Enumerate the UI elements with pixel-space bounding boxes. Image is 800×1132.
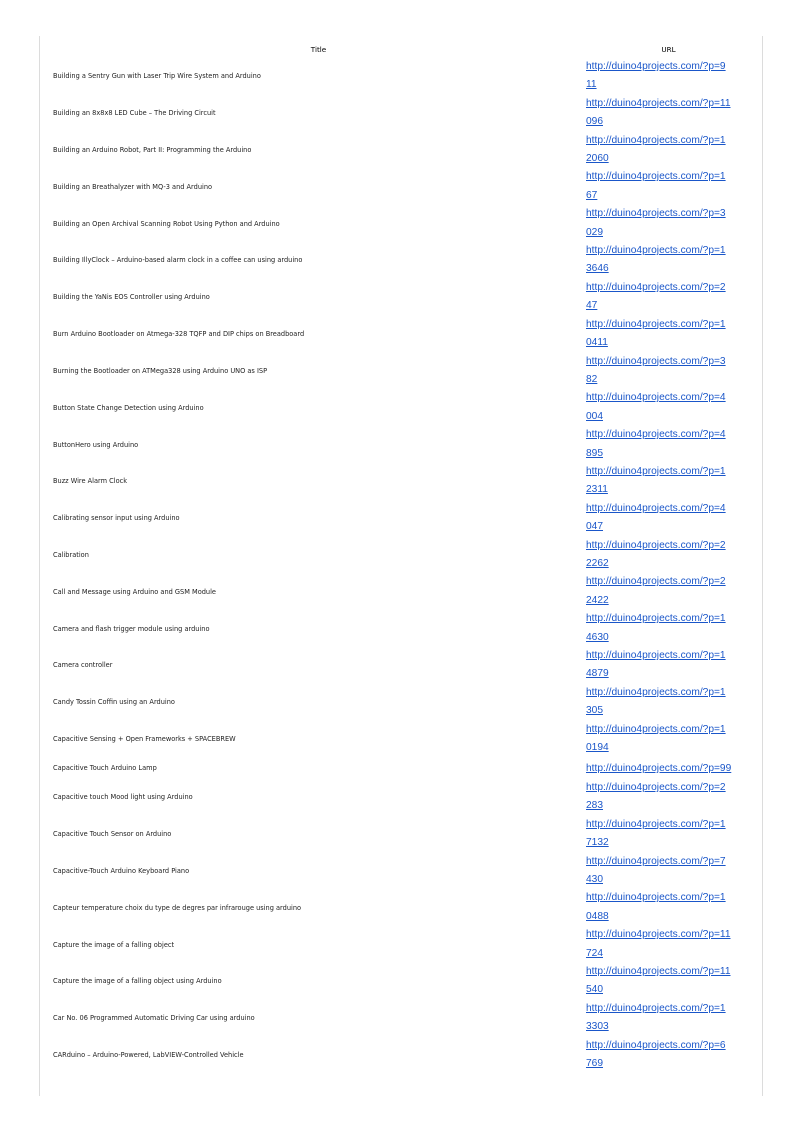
project-title: Burning the Bootloader on ATMega328 using Arduino UNO as ISP	[53, 366, 268, 375]
table-row	[53, 95, 753, 132]
project-url-link[interactable]: http://duino4projects.com/?p=13303	[586, 1002, 726, 1033]
project-title: Buzz Wire Alarm Clock	[53, 477, 128, 486]
project-title: Camera and flash trigger module using arduino	[53, 624, 210, 633]
table-row	[53, 926, 753, 963]
project-title: Candy Tossin Coffin using an Arduino	[53, 698, 175, 707]
project-title: Building IllyClock – Arduino-based alarm clock in a coffee can using arduino	[53, 256, 303, 265]
project-url-link[interactable]: http://duino4projects.com/?p=10411	[586, 318, 726, 349]
project-title: Call and Message using Arduino and GSM Module	[53, 587, 216, 596]
table-row	[53, 132, 753, 169]
table-row	[53, 537, 753, 574]
url-cell	[584, 463, 753, 500]
url-cell	[584, 205, 753, 242]
project-url-link[interactable]: http://duino4projects.com/?p=4047	[586, 502, 726, 533]
table-row	[53, 610, 753, 647]
project-title: Capture the image of a falling object	[53, 940, 175, 949]
project-url-link[interactable]: http://duino4projects.com/?p=11540	[586, 966, 731, 996]
project-url-link[interactable]: http://duino4projects.com/?p=3029	[586, 208, 726, 238]
table-row	[53, 1037, 753, 1074]
table-row	[53, 853, 753, 890]
project-title: Capacitive-Touch Arduino Keyboard Piano	[53, 866, 190, 875]
project-url-link[interactable]: http://duino4projects.com/?p=22262	[586, 539, 726, 569]
url-cell	[584, 721, 753, 758]
project-title: Building an 8x8x8 LED Cube – The Driving Circuit	[53, 109, 216, 118]
project-url-link[interactable]: http://duino4projects.com/?p=14630	[586, 613, 726, 643]
table-row	[53, 816, 753, 853]
project-url-link[interactable]: http://duino4projects.com/?p=11724	[586, 929, 731, 959]
column-header-title: Title	[310, 45, 327, 54]
url-cell	[584, 573, 753, 610]
url-cell	[584, 58, 753, 95]
project-url-link[interactable]: http://duino4projects.com/?p=11096	[586, 97, 731, 128]
project-title: Capture the image of a falling object using Arduino	[53, 977, 222, 986]
table-row	[53, 573, 753, 610]
url-cell	[584, 316, 753, 353]
url-cell	[584, 963, 753, 1000]
url-cell	[584, 647, 753, 684]
url-cell	[584, 353, 753, 390]
url-cell	[584, 889, 753, 926]
table-row	[53, 242, 753, 279]
project-title: Capacitive touch Mood light using Arduino	[53, 793, 193, 802]
table-row	[53, 279, 753, 316]
url-cell	[584, 242, 753, 279]
url-cell	[584, 279, 753, 316]
table-row	[53, 389, 753, 426]
project-title: Building a Sentry Gun with Laser Trip Wire System and Arduino	[53, 72, 261, 81]
url-cell	[584, 684, 753, 721]
project-title: Camera controller	[53, 661, 113, 670]
project-title: Car No. 06 Programmed Automatic Driving Car using arduino	[53, 1014, 255, 1023]
project-title: Capacitive Touch Sensor on Arduino	[53, 830, 172, 839]
column-header-url: URL	[661, 45, 676, 54]
url-cell	[584, 816, 753, 853]
table-body	[53, 58, 753, 1073]
table-row	[53, 500, 753, 537]
project-title: Building an Breathalyzer with MQ-3 and Arduino	[53, 182, 213, 191]
project-title: Building an Open Archival Scanning Robot Using Python and Arduino	[53, 219, 280, 228]
project-title: Calibration	[53, 550, 89, 559]
url-cell	[584, 95, 753, 132]
url-cell	[584, 500, 753, 537]
url-cell	[584, 1037, 753, 1074]
project-url-link[interactable]: http://duino4projects.com/?p=247	[586, 281, 726, 312]
table-row	[53, 168, 753, 205]
table-row	[53, 647, 753, 684]
project-url-link[interactable]: http://duino4projects.com/?p=17132	[586, 818, 726, 849]
url-cell	[584, 168, 753, 205]
table-row	[53, 316, 753, 353]
table-row	[53, 353, 753, 390]
url-cell	[584, 926, 753, 963]
project-url-link[interactable]: http://duino4projects.com/?p=6769	[586, 1039, 726, 1070]
url-cell	[584, 389, 753, 426]
table-row	[53, 721, 753, 758]
project-url-link[interactable]: http://duino4projects.com/?p=2283	[586, 781, 726, 812]
project-url-link[interactable]: http://duino4projects.com/?p=22422	[586, 576, 726, 606]
project-title: Building an Arduino Robot, Part II: Programming the Arduino	[53, 146, 252, 155]
project-title: Button State Change Detection using Arduino	[53, 403, 204, 412]
url-cell	[584, 610, 753, 647]
table-row	[53, 779, 753, 816]
table-row	[53, 58, 753, 95]
project-url-link[interactable]: http://duino4projects.com/?p=4895	[586, 429, 726, 459]
table-row	[53, 1000, 753, 1037]
project-url-link[interactable]: http://duino4projects.com/?p=7430	[586, 855, 726, 885]
project-title: Capacitive Touch Arduino Lamp	[53, 764, 157, 773]
table-row	[53, 463, 753, 500]
project-url-link[interactable]: http://duino4projects.com/?p=99	[586, 762, 732, 774]
project-url-link[interactable]: http://duino4projects.com/?p=10488	[586, 892, 726, 922]
project-url-link[interactable]: http://duino4projects.com/?p=4004	[586, 392, 726, 422]
table-row	[53, 889, 753, 926]
project-url-link[interactable]: http://duino4projects.com/?p=1305	[586, 686, 726, 717]
table-row	[53, 684, 753, 721]
url-cell	[584, 853, 753, 890]
project-url-link[interactable]: http://duino4projects.com/?p=10194	[586, 723, 726, 754]
project-title: Capteur temperature choix du type de degres par infrarouge using arduino	[53, 903, 302, 912]
table-row	[53, 757, 753, 779]
project-url-link[interactable]: http://duino4projects.com/?p=12311	[586, 465, 726, 496]
url-cell	[584, 132, 753, 169]
url-cell	[584, 1000, 753, 1037]
table-row	[53, 426, 753, 463]
url-cell	[584, 757, 753, 779]
project-title: Capacitive Sensing + Open Frameworks + SPACEBREW	[53, 735, 236, 744]
table-row	[53, 963, 753, 1000]
project-url-link[interactable]: http://duino4projects.com/?p=167	[586, 171, 726, 201]
url-cell	[584, 426, 753, 463]
project-title: CARduino – Arduino-Powered, LabVIEW-Controlled Vehicle	[53, 1051, 244, 1060]
project-title: Building the YaNis EOS Controller using Arduino	[53, 293, 210, 302]
project-url-link[interactable]: http://duino4projects.com/?p=14879	[586, 650, 726, 680]
url-cell	[584, 537, 753, 574]
url-cell	[584, 779, 753, 816]
project-title: Burn Arduino Bootloader on Atmega-328 TQFP and DIP chips on Breadboard	[53, 330, 305, 339]
project-url-link[interactable]: http://duino4projects.com/?p=911	[586, 61, 726, 91]
project-title: ButtonHero using Arduino	[53, 440, 139, 449]
project-url-link[interactable]: http://duino4projects.com/?p=13646	[586, 245, 726, 275]
projects-table	[53, 41, 753, 1073]
table-row	[53, 205, 753, 242]
project-url-link[interactable]: http://duino4projects.com/?p=382	[586, 355, 726, 385]
project-title: Calibrating sensor input using Arduino	[53, 514, 180, 523]
table-header-row	[53, 41, 753, 58]
project-url-link[interactable]: http://duino4projects.com/?p=12060	[586, 134, 726, 165]
